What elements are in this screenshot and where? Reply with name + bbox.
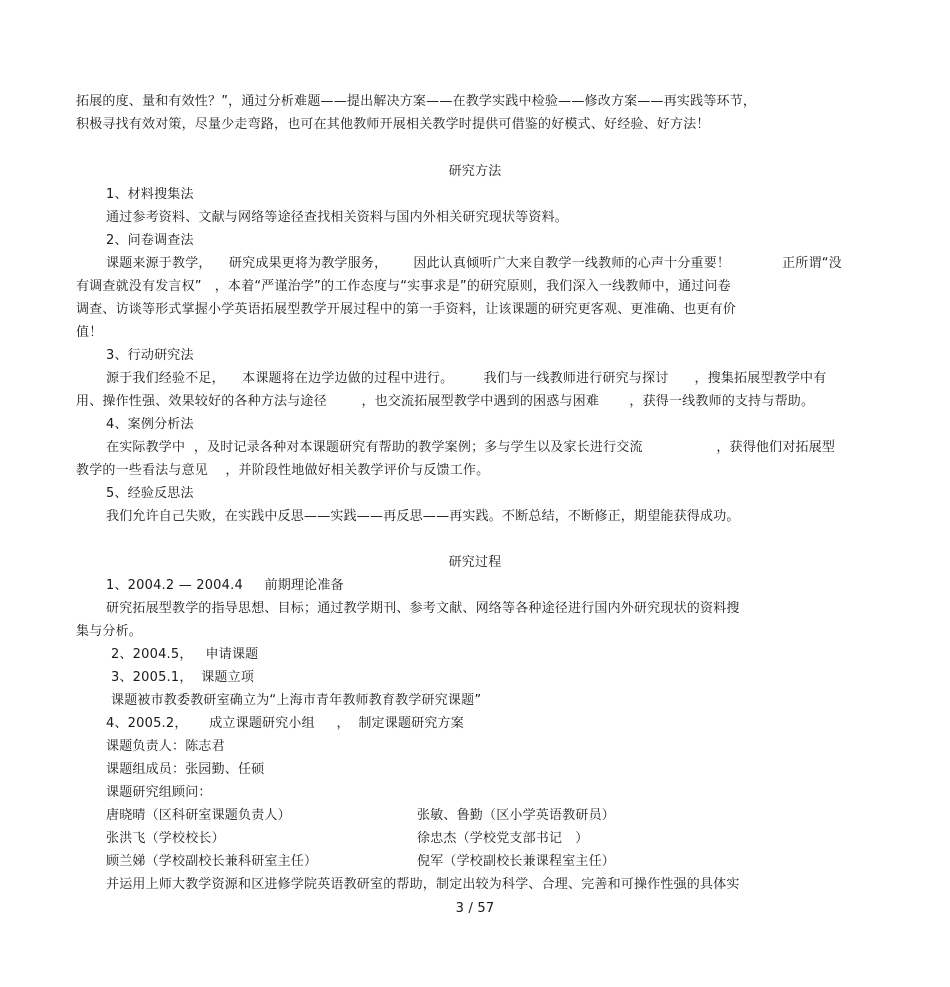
process-step-1-line-2: 集与分析。 [76,624,143,639]
method-1-body: 通过参考资料、文献与网络等途径查找相关资料与国内外相关研究现状等资料。 [106,210,569,225]
process-step-4: 4、2005.2， 成立课题研究小组 ， 制定课题研究方案 [106,716,464,731]
process-step-1-line-1: 研究拓展型教学的指导思想、目标；通过教学期刊、参考文献、网络等各种途径进行国内外研究现状的资料搜 [106,601,740,616]
method-3-title: 3、行动研究法 [106,348,194,363]
method-2-title: 2、问卷调查法 [106,233,194,248]
process-step-1: 1、2004.2 — 2004.4 前期理论准备 [106,578,344,593]
advisor-left-2: 张洪飞（学校校长） [106,831,225,846]
method-1-title: 1、材料搜集法 [106,187,194,202]
advisor-left-1: 唐晓晴（区科研室课题负责人） [106,808,291,823]
method-5-title: 5、经验反思法 [106,486,194,501]
process-last-line: 并运用上师大教学资源和区进修学院英语教研室的帮助，制定出较为科学、合理、完善和可操作性强的具体实 [106,877,740,892]
intro-line-2: 积极寻找有效对策，尽量少走弯路，也可在其他教师开展相关教学时提供可借鉴的好模式、好经验、好方法！ [76,117,710,132]
method-4-line-2: 教学的一些看法与意见 ，并阶段性地做好相关教学评价与反馈工作。 [76,463,490,478]
method-2-line-2: 有调查就没有发言权” ，本着“严谨治学”的工作态度与“实事求是”的研究原则，我们深入一线教师中，通过问卷 [76,279,731,294]
section-heading-methods: 研究方法 [448,164,502,179]
advisor-right-1: 张敏、鲁勤（区小学英语教研员） [417,808,616,823]
method-4-title: 4、案例分析法 [106,417,194,432]
process-step-3-body: 课题被市教委教研室确立为“上海市青年教师教育教学研究课题” [111,693,482,708]
method-5-body: 我们允许自己失败，在实践中反思——实践——再反思——再实践。不断总结，不断修正，期望能获得成功。 [106,509,740,524]
process-step-3: 3、2005.1， 课题立项 [111,670,255,685]
advisor-left-3: 顾兰娣（学校副校长兼科研室主任） [106,854,318,869]
method-2-line-4: 值！ [76,325,103,340]
project-leader: 课题负责人：陈志君 [106,739,225,754]
method-2-line-1: 课题来源于教学， 研究成果更将为教学服务， 因此认真倾听广大来自教学一线教师的心声十分重要！ 正所谓“没 [106,256,842,271]
intro-line-1: 拓展的度、量和有效性？”，通过分析难题——提出解决方案——在教学实践中检验——修改方案——再实践等环节， [76,94,757,109]
method-3-line-1: 源于我们经验不足， 本课题将在边学边做的过程中进行。 我们与一线教师进行研究与探讨 ，搜集拓展型教学中有 [106,371,827,386]
page-number: 3 / 57 [455,901,495,916]
method-4-line-1: 在实际教学中 ，及时记录各种对本课题研究有帮助的教学案例；多与学生以及家长进行交流 ，获得他们对拓展型 [106,440,836,455]
project-members: 课题组成员：张园勤、任硕 [106,762,265,777]
advisor-right-3: 倪军（学校副校长兼课程室主任） [417,854,616,869]
section-heading-process: 研究过程 [448,555,502,570]
advisor-right-2: 徐忠杰（学校党支部书记 ） [417,831,589,846]
advisors-label: 课题研究组顾问： [106,785,212,800]
method-3-line-2: 用、操作性强、效果较好的各种方法与途径 ，也交流拓展型教学中遇到的困惑与困难 ，获得一线教师的支持与帮助。 [76,394,815,409]
method-2-line-3: 调查、访谈等形式掌握小学英语拓展型教学开展过程中的第一手资料，让该课题的研究更客观、更准确、也更有价 [76,302,737,317]
process-step-2: 2、2004.5， 申请课题 [111,647,259,662]
